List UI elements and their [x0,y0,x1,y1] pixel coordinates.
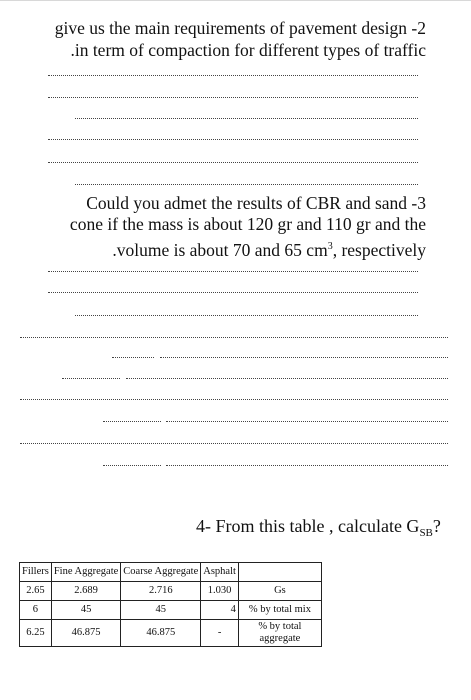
answer-line [0,378,471,379]
question-3-line-2: cone if the mass is about 120 gr and 110 gr and the [69,214,426,234]
table-row [20,582,322,601]
answer-line-segment [166,421,448,423]
answer-line [48,292,418,294]
answer-line-segment [112,357,154,359]
table-cell: 4 [201,601,239,620]
answer-line-segment [126,378,448,380]
answer-line [75,184,418,186]
table-cell: 45 [51,601,120,620]
question-4-subscript: SB [419,527,433,539]
answer-line [48,139,418,141]
table-header-row [20,563,322,582]
table-cell: 6 [20,601,52,620]
table-cell: 6.25 [20,620,52,647]
answer-line-segment [103,421,161,423]
page-top-border [0,0,471,1]
table-cell: - [201,620,239,647]
answer-line [20,443,448,445]
header-fine-aggregate: Fine Aggregate [51,563,120,582]
answer-line [48,271,418,273]
answer-line-segment [103,465,161,467]
table-cell: 46.875 [51,620,120,647]
answer-line [48,97,418,99]
answer-line [0,465,471,466]
answer-line-segment [166,465,448,467]
header-asphalt: Asphalt [201,563,239,582]
table-cell: 46.875 [121,620,201,647]
table-row [20,601,322,620]
question-3-line-1: Could you admet the results of CBR and sand -3 [86,193,426,213]
row-label: Gs [238,582,321,601]
row-label: % by total mix [238,601,321,620]
answer-line [48,162,418,164]
answer-line [48,75,418,77]
question-2-line-1: give us the main requirements of pavement design -2 [54,18,426,38]
answer-line [20,337,448,339]
row-label: % by total aggregate [238,620,321,647]
answer-line [0,421,471,422]
answer-line-segment [62,378,120,380]
question-4-suffix: ? [432,516,441,536]
question-4 [196,516,441,539]
header-coarse-aggregate: Coarse Aggregate [121,563,201,582]
header-label-cell [238,563,321,582]
table-cell: 2.65 [20,582,52,601]
question-3-line-3-end: , respectively [332,239,426,260]
table-cell: 1.030 [201,582,239,601]
question-4-text: 4- From this table , calculate G [196,516,420,536]
answer-line-segment [160,357,448,359]
mix-properties-table [19,562,322,647]
table-cell: 45 [121,601,201,620]
answer-line [75,315,418,317]
question-3-line-3 [112,236,426,261]
answer-line [75,118,418,120]
answer-line [20,399,448,401]
question-3-line-3-text: .volume is about 70 and 65 cm [112,239,328,260]
table-cell: 2.716 [121,582,201,601]
answer-line [0,357,471,358]
table-cell: 2.689 [51,582,120,601]
question-2-line-2: .in term of compaction for different types of traffic [70,40,426,60]
cubic-superscript: 3 [327,241,333,252]
header-fillers: Fillers [20,563,52,582]
table-row [20,620,322,647]
